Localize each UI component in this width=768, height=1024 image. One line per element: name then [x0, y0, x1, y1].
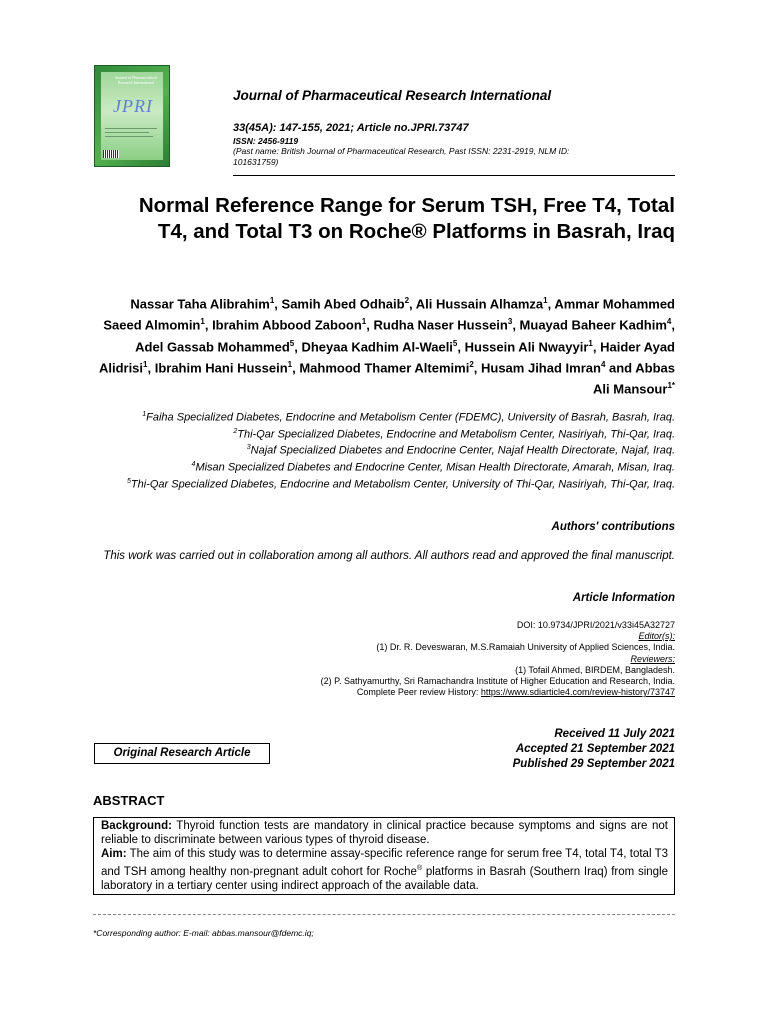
journal-name: Journal of Pharmaceutical Research International: [233, 88, 552, 103]
accepted-date: Accepted 21 September 2021: [515, 743, 675, 755]
affiliation-number: 3: [246, 444, 251, 452]
abstract-box: [93, 817, 675, 895]
corresponding-author-footnote: *Corresponding author: E-mail: abbas.mansour@fdemc.iq;: [93, 928, 314, 938]
footnote-divider: [93, 914, 675, 915]
author-name: Haider Ayad Alidrisi: [98, 338, 675, 376]
abstract-heading: ABSTRACT: [93, 793, 165, 808]
author-separator: ,: [512, 317, 520, 333]
author-affiliation-number: 5: [289, 338, 295, 348]
contributions-heading: Authors' contributions: [551, 521, 675, 533]
aim-label: Aim:: [101, 848, 127, 861]
affiliation-number: 5: [126, 477, 131, 485]
affiliation-item: [95, 425, 675, 442]
author-separator: ,: [547, 296, 555, 312]
author-name: Samih Abed Odhaib: [281, 296, 405, 312]
author-separator: ,: [294, 338, 302, 354]
author-separator: ,: [366, 317, 374, 333]
author-affiliation-number: 2: [469, 359, 474, 369]
paper-title: Normal Reference Range for Serum TSH, Free T4, Total T4, and Total T3 on Roche® Platforms in Basrah, Iraq: [138, 194, 675, 243]
cover-line: [105, 132, 149, 133]
abstract-aim: [101, 847, 668, 892]
abstract-background: [101, 819, 668, 847]
author-name: Hussein Ali Nwayyir: [464, 338, 589, 354]
journal-cover-image: [94, 65, 170, 167]
author-affiliation-number: 5: [452, 338, 458, 348]
author-name: Ammar Mohammed Saeed Almomin: [103, 296, 675, 333]
author-separator: ,: [204, 317, 213, 333]
affiliation-text: Faiha Specialized Diabetes, Endocrine and Metabolism Center (FDEMC), University of Basrah, Basrah, Iraq.: [146, 411, 675, 424]
author-separator: ,: [147, 360, 155, 376]
author-separator: ,: [457, 338, 465, 354]
review-history: [95, 687, 675, 698]
author-separator: ,: [292, 360, 300, 376]
affiliation-text: Thi-Qar Specialized Diabetes, Endocrine and Metabolism Center, Nasiriyah, Thi-Qar, Iraq.: [237, 428, 675, 441]
contributions-text: This work was carried out in collaboration among all authors. All authors read and approved the final manuscript.: [103, 550, 675, 562]
review-history-label: Complete Peer review History:: [356, 687, 481, 698]
author-affiliation-number: 2: [404, 296, 410, 305]
author-name: Dheyaa Kadhim Al-Waeli: [301, 338, 453, 354]
affiliation-item: [95, 458, 675, 475]
affiliation-item: [95, 475, 675, 492]
review-history-link[interactable]: https://www.sdiarticle4.com/review-history/73747: [480, 687, 675, 698]
author-name: Husam Jihad Imran: [481, 360, 601, 376]
reviewer-item: (2) P. Sathyamurthy, Sri Ramachandra Institute of Higher Education and Research, India.: [320, 676, 675, 687]
author-name: Nassar Taha Alibrahim: [130, 296, 270, 312]
author-affiliation-number: 1*: [667, 381, 675, 391]
background-label: Background:: [101, 820, 172, 832]
author-affiliation-number: 3: [507, 317, 513, 327]
affiliation-number: 1: [142, 411, 147, 418]
affiliation-item: [95, 441, 675, 458]
author-name: Mahmood Thamer Altemimi: [299, 360, 470, 376]
author-name: Muayad Baheer Kadhim: [519, 317, 667, 333]
jpri-logo: JPRI: [113, 96, 153, 116]
cover-journal-text: Journal of Pharmaceutical Research International: [115, 75, 157, 85]
published-date: Published 29 September 2021: [512, 758, 675, 770]
affiliation-text: Thi-Qar Specialized Diabetes, Endocrine and Metabolism Center, University of Thi-Qar, Nasiriyah, Thi-Qar, Iraq.: [130, 478, 675, 491]
author-separator: ,: [274, 296, 282, 312]
affiliation-text: Najaf Specialized Diabetes and Endocrine Center, Najaf Health Directorate, Najaf, Iraq.: [250, 444, 675, 457]
affiliation-number: 4: [191, 460, 196, 468]
header-rule: [233, 175, 675, 176]
cover-line: [105, 136, 153, 137]
background-text: Thyroid function tests are mandatory in clinical practice because symptoms and signs are not reliable to discriminate between various types of thyroid disease.: [101, 820, 668, 847]
article-type-badge: Original Research Article: [94, 743, 270, 764]
author-affiliation-number: 1: [287, 359, 293, 369]
author-list: [95, 292, 675, 399]
author-affiliation-number: 1: [588, 338, 593, 348]
affiliation-text: Misan Specialized Diabetes and Endocrine Center, Misan Health Directorate, Amarah, Misan, Iraq.: [195, 461, 675, 474]
author-affiliation-number: 1: [143, 359, 148, 369]
aim-text-cont: platforms in Basrah (Southern Iraq) from single laboratory in a tertiary center using indirect approach of the available data.: [101, 865, 668, 892]
editor-label: Editor(s):: [638, 631, 675, 642]
author-separator: ,: [671, 317, 675, 333]
author-affiliation-number: 1: [200, 317, 205, 327]
past-name: (Past name: British Journal of Pharmaceutical Research, Past ISSN: 2231-2919, NLM ID: 101631759): [233, 146, 570, 167]
received-date: Received 11 July 2021: [554, 728, 675, 740]
author-separator: ,: [409, 296, 416, 312]
author-affiliation-number: 4: [666, 317, 672, 327]
barcode-icon: [103, 150, 119, 158]
author-separator: ,: [592, 338, 601, 354]
author-name: Ibrahim Abbood Zaboon: [212, 317, 362, 333]
article-info-heading: Article Information: [572, 592, 675, 604]
citation: 33(45A): 147-155, 2021; Article no.JPRI.73747: [233, 122, 469, 134]
author-name: Rudha Naser Hussein: [373, 317, 508, 333]
affiliation-list: [95, 408, 675, 491]
cover-line: [105, 128, 157, 129]
author-name: and Abbas Ali Mansour: [593, 360, 675, 397]
issn: ISSN: 2456-9119: [233, 136, 299, 146]
aim-text: The aim of this study was to determine assay-specific reference range for serum free T4, total T4, total T3 and TSH among healthy non-pregnant adult cohort for Roche: [101, 848, 668, 878]
doi[interactable]: DOI: 10.9734/JPRI/2021/v33i45A32727: [516, 620, 675, 630]
affiliation-item: [95, 408, 675, 425]
reviewers-label: Reviewers:: [630, 653, 675, 664]
author-name: Ali Hussain Alhamza: [415, 296, 544, 312]
reviewer-item: (1) Tofail Ahmed, BIRDEM, Bangladesh.: [515, 664, 675, 675]
author-affiliation-number: 4: [600, 359, 606, 369]
registered-mark: ®: [416, 864, 423, 872]
author-affiliation-number: 1: [361, 317, 367, 327]
publication-dates: [380, 727, 675, 772]
author-separator: ,: [473, 360, 481, 376]
article-info: [95, 620, 675, 698]
affiliation-number: 2: [233, 427, 238, 435]
author-affiliation-number: 1: [543, 296, 548, 305]
editor-item: (1) Dr. R. Deveswaran, M.S.Ramaiah University of Applied Sciences, India.: [376, 642, 675, 653]
author-name: Adel Gassab Mohammed: [135, 338, 290, 354]
author-affiliation-number: 1: [269, 296, 275, 305]
author-name: Ibrahim Hani Hussein: [154, 360, 288, 376]
